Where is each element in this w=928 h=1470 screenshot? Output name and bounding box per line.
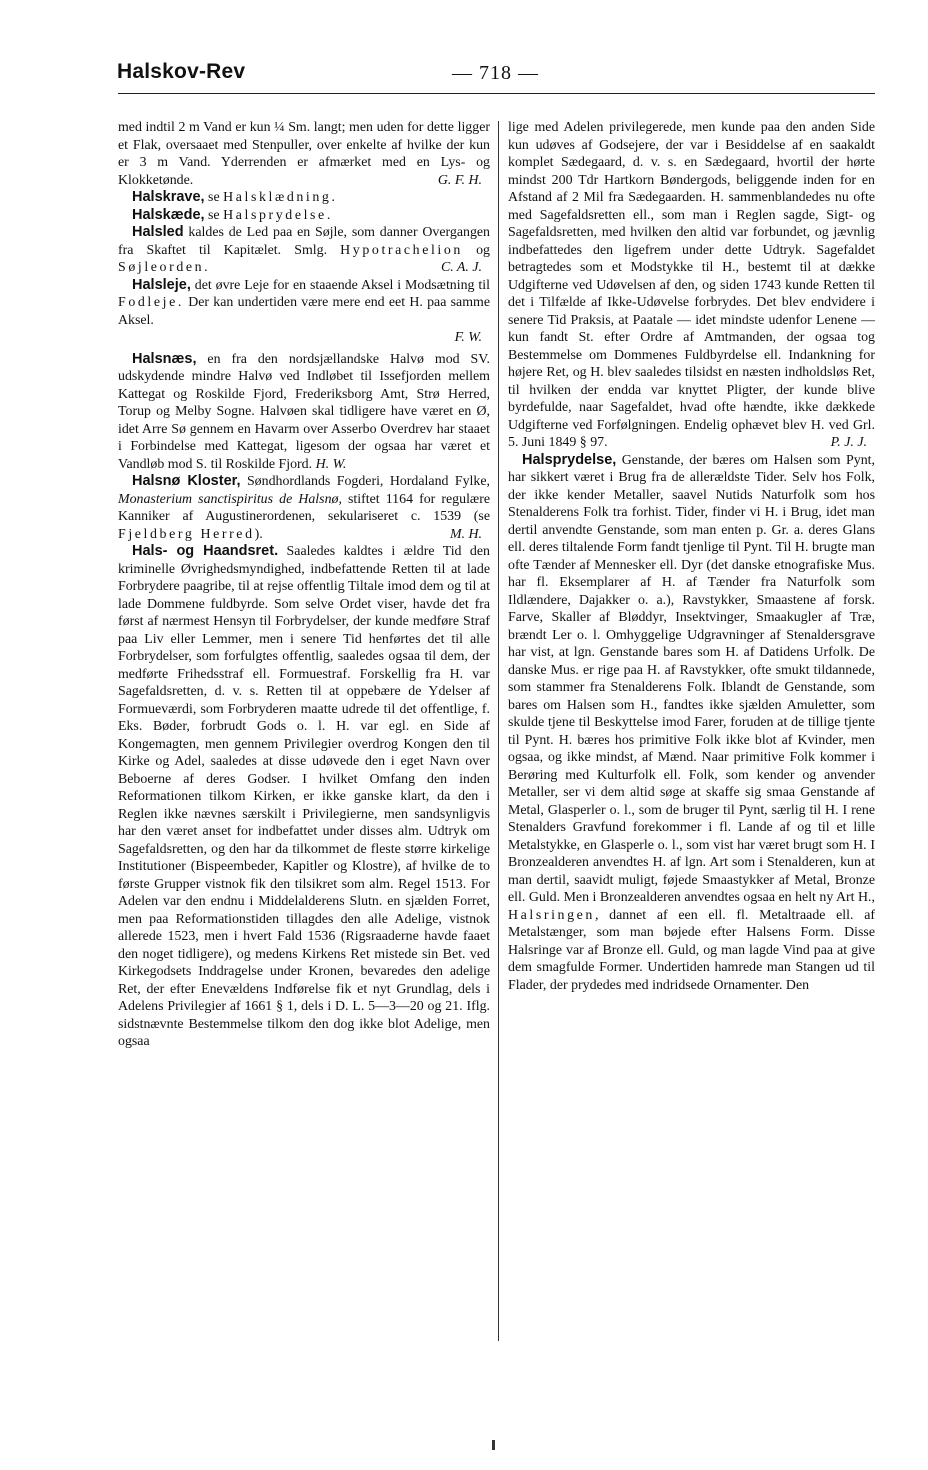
author-signature: P. J. J. (830, 435, 867, 450)
entry-text: det øvre Leje for en staaende Aksel i Modsætning til (194, 277, 490, 293)
entry-continuation (118, 119, 490, 189)
headword: Halsnæs, (132, 350, 197, 367)
entry-halskrave (118, 189, 490, 207)
headword: Hals- og Haandsret. (132, 543, 279, 559)
page-mark (492, 1440, 495, 1450)
author-signature: G. F. H. (437, 172, 482, 188)
cross-reference: Halsklædning. (223, 190, 338, 205)
headword: Halsnø Kloster, (132, 473, 241, 489)
see-text: se (208, 190, 220, 205)
entry-text: kaldes de Led paa en Søjle, som danner Overgangen fra Skaftet til Kapitælet. Smlg. (118, 225, 490, 258)
cross-reference: Fodleje. (118, 295, 184, 310)
entry-text: og (476, 242, 490, 258)
author-signature: C. A. J. (440, 260, 482, 275)
entry-text: stiftet 1164 for regulære Kanniker af Augustinerordenen, sekulariseret c. 1539 (se (118, 491, 490, 524)
entry-text: med indtil 2 m Vand er kun ¼ Sm. langt; men uden for dette ligger et Flak, oversaaet med Stenpuller, over enkelte af hvilke der kun er 3 m Vand. Yderrenden er afmærket med en Lys- og Klokketønde. (118, 120, 490, 188)
entry-halsprydelse (508, 452, 875, 995)
see-text: se (208, 207, 220, 223)
cross-reference: Halsringen (508, 907, 595, 923)
entry-continuation (508, 119, 875, 452)
entry-halsnaes (118, 347, 490, 474)
entry-halsno-kloster (118, 473, 490, 543)
entry-hals-og-haandsret (118, 543, 490, 1051)
entry-text: Genstande, der bæres om Halsen som Pynt, har sikkert været i Brug fra de allerældste Tider. Selv hos Folk, der ikke kender Metaller, saavel Nutids Naturfolk som hos Stenalderens Folk tra forhist. Tider, finder vi H. i Brug, idet man dertil anvendte Genstande, som man enten p. Gr. a. deres Glans ell. deres tiltalende Form fandt tjenlige til Pynt. Til H. brugte man ofte Tænder af Mennesker ell. Dyr (det danske etnografiske Mus. har fl. Eksemplarer af H. af Tænder fra Naturfolk som Ildlændere, Dajakker o. a.), Ravstykker, Smaastene af forsk. Farve, Skaller af Bløddyr, Insektvinger, Smaakugler af Træ, brændt Ler o. l. Omhyggelige Udgravninger af Stenaldersgrave har vist, at lgn. Genstande bares som H. af Datidens Urfolk. De danske Mus. er rige paa H. af Ravstykker, ofte smukt tildannede, som stammer fra Stenalderens Folk. Iblandt de Genstande, som bares om Halsen som H., fandtes ikke sjælden Amuletter, som skulde tjene til Beskyttelse imod Farer, foruden at de tillige tjente til Pynt. H. bæres hos primitive Folk ikke blot af Kvinder, men ogsaa, og ikke mindst, af Mænd. Naar primitive Folk kommer i Berøring med Kulturfolk ell. Folk, som kender og anvender Metaller, ser vi dem altid søge at skaffe sig smaa Genstande af Metal, Glasperler o. l., som de bruger til Pynt, særlig til H. I rene Stenalders Gravfund forekommer i fl. Lande af og til et lille Metalstykke, en Glasperle o. l., som vist har været brugt som H. I Bronzealderen anvendtes H. af lgn. Art som i Stenalderen, kun at man dertil, saavidt muligt, føjede Smaastykker af Metal, Bronze ell. Guld. Men i Bronzealderen anvendtes ogsaa en helt ny Art H., (508, 452, 875, 905)
headword: Halsled (132, 224, 184, 240)
header-rule (118, 93, 875, 94)
author-signature: F. W. (454, 330, 482, 345)
entry-text: lige med Adelen privilegerede, men kunde paa den anden Side kun udøves af Godsejere, der var i Besiddelse af en saakaldt komplet Sædegaard, d. v. s. en Sædegaard, hvortil der hørte mindst 200 Tdr Hartkorn Bøndergods, beliggende inden for en Afstand af 2 Mil fra Sædegaarden. H. sammenblandedes nu ofte med Sagefaldsretten ell., som man i Reglen sagde, Sigt- og Sagefaldsretten, med hvilken den altid var forbundet, og jævnlig indbefattedes den ligefrem under dette Udtryk. Sagefaldet betragtedes som et Modstykke til H., bestemt til at dække Udgifterne ved Udøvelsen af den, og siden 1743 kunde Retten til det i Tilfælde af Ikke-Udøvelse forbrydes. Det blev endvidere i senere Tid Praksis, at Paatale — idet mindste udenfor Lenene — kun fandt St. efter Ordre af Amtmanden, der ogsaa tog Bestemmelse om Dommenes Fuldbyrdelse ell. Indankning for højere Ret, og H. blev saaledes tilsidst en næsten indholdsløs Ret, til hvilken der endda var knyttet Pligter, der kunde blive byrdefulde, naar Sagefaldet, hvad ofte hændte, ikke dækkede Udgifterne ved Forfølgningen. Endelig ophævet blev H. ved Grl. 5. Juni 1849 § 97. (508, 120, 875, 450)
author-signature: M. H. (449, 526, 482, 542)
cross-reference: Hypotrachelion (340, 242, 463, 258)
entry-text: Søndhordlands Fogderi, Hordaland Fylke, (246, 474, 490, 489)
entry-text: ). (254, 526, 263, 542)
cross-reference: Søjleorden. (118, 260, 211, 275)
entry-text: , dannet af een ell. fl. Metaltraade ell. af Metalstænger, som man bøjede efter Halsens Form. Disse Halsringe var af Bronze ell. Guld, og man lagde Vind paa at give dem smagfulde Former. Undertiden hamrede man Stangen ud til Flader, der prydedes med indridsede Ornamenter. Den (508, 907, 875, 993)
headword: Halskæde, (132, 206, 205, 223)
latin-name: Monasterium sanctispiritus de Halsnø, (118, 491, 342, 507)
left-column (118, 119, 490, 1051)
entry-halskaede (118, 207, 490, 225)
entry-text: Der kan undertiden være mere end eet H. paa samme Aksel. (118, 295, 490, 328)
running-head: Halskov-Rev (117, 60, 246, 83)
headword: Halskrave, (132, 189, 205, 205)
cross-reference: Fjeldberg Herred (118, 526, 255, 542)
entry-halsled (118, 224, 490, 277)
entry-text: Saaledes kaldtes i ældre Tid den kriminelle Øvrighedsmyndighed, indbefattende Retten til at lade Forbrydere paagribe, til at rejse offentlig Tiltale imod dem og til at lade Dommene fuldbyrde. Som selve Ordet viser, havde det fra først af nærmest Hensyn til Forbrydelser, der kunde medføre Straf paa Liv eller Lemmer, men i senere Tid henførtes det til alle Forbrydelser, som forfulgtes offentlig, saaledes ogsaa til dem, der medførte Frihedsstraf ell. Formuestraf. Forskellig fra H. var Sagefaldsretten, d. v. s. Retten til at oppebære de Ydelser af Formueværdi, som Forbryderen maatte udrede til det offentlige, f. Eks. Bøder, forbrudt Gods o. l. H. var egl. en Side af Kongemagten, men gennem Privilegier overdrog Kongen den til Kirke og Adel, saaledes at disse udøvede den i eget Navn over Beboerne af deres Godser. I hvilket Omfang den inden Reformationen tilkom Kirken, er ikke ganske klart, da den i Reglen ikke nævnes særskilt i Privilegierne, men sandsynligvis har den været anset for indbefattet under disses alm. Udtryk om Sagefaldsretten, og den har da tilkommet de fleste større kirkelige Institutioner (Bispeembeder, Kapitler og Klostre), af hvilke de to første Grupper vistnok fik den tilsikret som alm. Regel 1513. For Adelen var den endnu i Middelalderens Slutn. en sjælden Forret, men paa Reformationstiden tillagdes den alle Adelige, vistnok allerede 1523, men i hvert Fald 1536 (Rigsraaderne havde faaet den noget tidligere), og medens Kirkens Ret mistede sin Bet. ved Kirkegodsets Inddragelse under Kronen, bevaredes den adelige Ret, der efter Enevældens Indførelse fik et nyt Grundlag, dels i Adelens Privilegier af 1661 § 1, dels i D. L. 5—3—20 og 21. Iflg. sidstnævnte Bestemmelse tilkom den dog ikke blot Adelige, men ogsaa (118, 544, 490, 1049)
entry-halsleje (118, 276, 490, 345)
headword: Halsleje, (132, 276, 191, 293)
column-divider (498, 121, 499, 1341)
headword: Halsprydelse, (522, 451, 617, 468)
entry-text: en fra den nordsjællandske Halvø mod SV. udskydende mindre Halvø ved Indløbet til Issefjorden mellem Kattegat og Roskilde Fjord, Frederiksborg Amt, Strø Herred, Torup og Melby Sogne. Halvøen skal tidligere have været en Ø, idet Arre Sø gennem en Havarm over Asserbo Overdrev har staaet i Forbindelse med Kattegat, ligesom der ogsaa har været et Vandløb mod S. til Roskilde Fjord. (118, 351, 490, 472)
author-signature: H. W. (315, 456, 347, 472)
page-number: — 718 — (452, 62, 539, 84)
right-column (508, 119, 875, 994)
cross-reference: Halsprydelse. (223, 207, 333, 223)
